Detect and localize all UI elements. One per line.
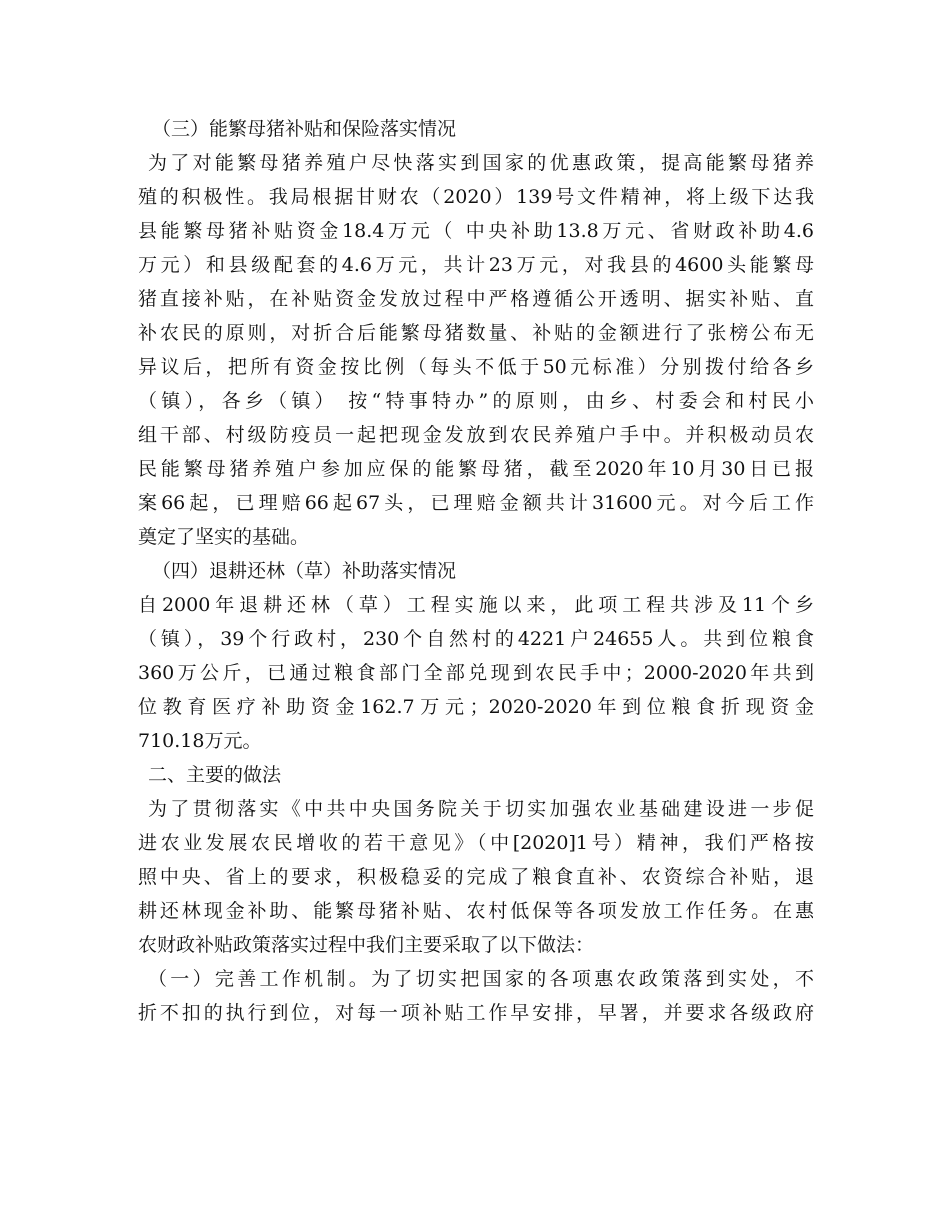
- paragraph-line: 案66起，已理赔66起67头，已理赔金额共计31600元。对今后工作: [138, 492, 814, 514]
- section-heading-reforestation: （四）退耕还林（草）补助落实情况: [152, 560, 457, 582]
- section-heading-main-practices: 二、主要的做法: [148, 764, 282, 786]
- paragraph-line: 农财政补贴政策落实过程中我们主要采取了以下做法：: [138, 934, 595, 956]
- paragraph-line: 万元）和县级配套的4.6万元，共计23万元，对我县的4600头能繁母: [138, 254, 814, 276]
- paragraph-line: （镇），各乡（镇） 按“特事特办”的原则，由乡、村委会和村民小: [138, 390, 814, 412]
- paragraph-line: 县能繁母猪补贴资金18.4万元（ 中央补助13.8万元、省财政补助4.6: [138, 220, 814, 242]
- paragraph-line: 补农民的原则，对折合后能繁母猪数量、补贴的金额进行了张榜公布无: [138, 322, 814, 344]
- paragraph-line: 猪直接补贴，在补贴资金发放过程中严格遵循公开透明、据实补贴、直: [138, 288, 814, 310]
- paragraph-line: 折不扣的执行到位，对每一项补贴工作早安排，早署，并要求各级政府: [138, 1002, 814, 1024]
- paragraph-line: 进农业发展农民增收的若干意见》（中[2020]1号）精神，我们严格按: [138, 832, 814, 854]
- paragraph-line: 民能繁母猪养殖户参加应保的能繁母猪，截至2020年10月30日已报: [138, 458, 814, 480]
- paragraph-line: 为了对能繁母猪养殖户尽快落实到国家的优惠政策，提高能繁母猪养: [148, 152, 814, 174]
- paragraph-line: 710.18万元。: [138, 730, 262, 752]
- paragraph-line: 自2000年退耕还林（草）工程实施以来，此项工程共涉及11个乡: [138, 594, 814, 616]
- paragraph-line: （镇），39个行政村，230个自然村的4221户24655人。共到位粮食: [138, 628, 814, 650]
- paragraph-line: 照中央、省上的要求，积极稳妥的完成了粮食直补、农资综合补贴，退: [138, 866, 814, 888]
- paragraph-line: 殖的积极性。我局根据甘财农（2020）139号文件精神，将上级下达我: [138, 186, 814, 208]
- paragraph-line: 异议后，把所有资金按比例（每头不低于50元标准）分别拨付给各乡: [138, 356, 814, 378]
- paragraph-line: 组干部、村级防疫员一起把现金发放到农民养殖户手中。并积极动员农: [138, 424, 814, 446]
- paragraph-line: 360万公斤，已通过粮食部门全部兑现到农民手中；2000-2020年共到: [138, 662, 814, 684]
- paragraph-line: 为了贯彻落实《中共中央国务院关于切实加强农业基础建设进一步促: [148, 798, 814, 820]
- paragraph-line: 奠定了坚实的基础。: [138, 526, 310, 548]
- paragraph-line: （一）完善工作机制。为了切实把国家的各项惠农政策落到实处，不: [148, 968, 814, 990]
- paragraph-line: 位教育医疗补助资金162.7万元；2020-2020年到位粮食折现资金: [138, 696, 814, 718]
- section-heading-sow-subsidy: （三）能繁母猪补贴和保险落实情况: [152, 118, 457, 140]
- paragraph-line: 耕还林现金补助、能繁母猪补贴、农村低保等各项发放工作任务。在惠: [138, 900, 814, 922]
